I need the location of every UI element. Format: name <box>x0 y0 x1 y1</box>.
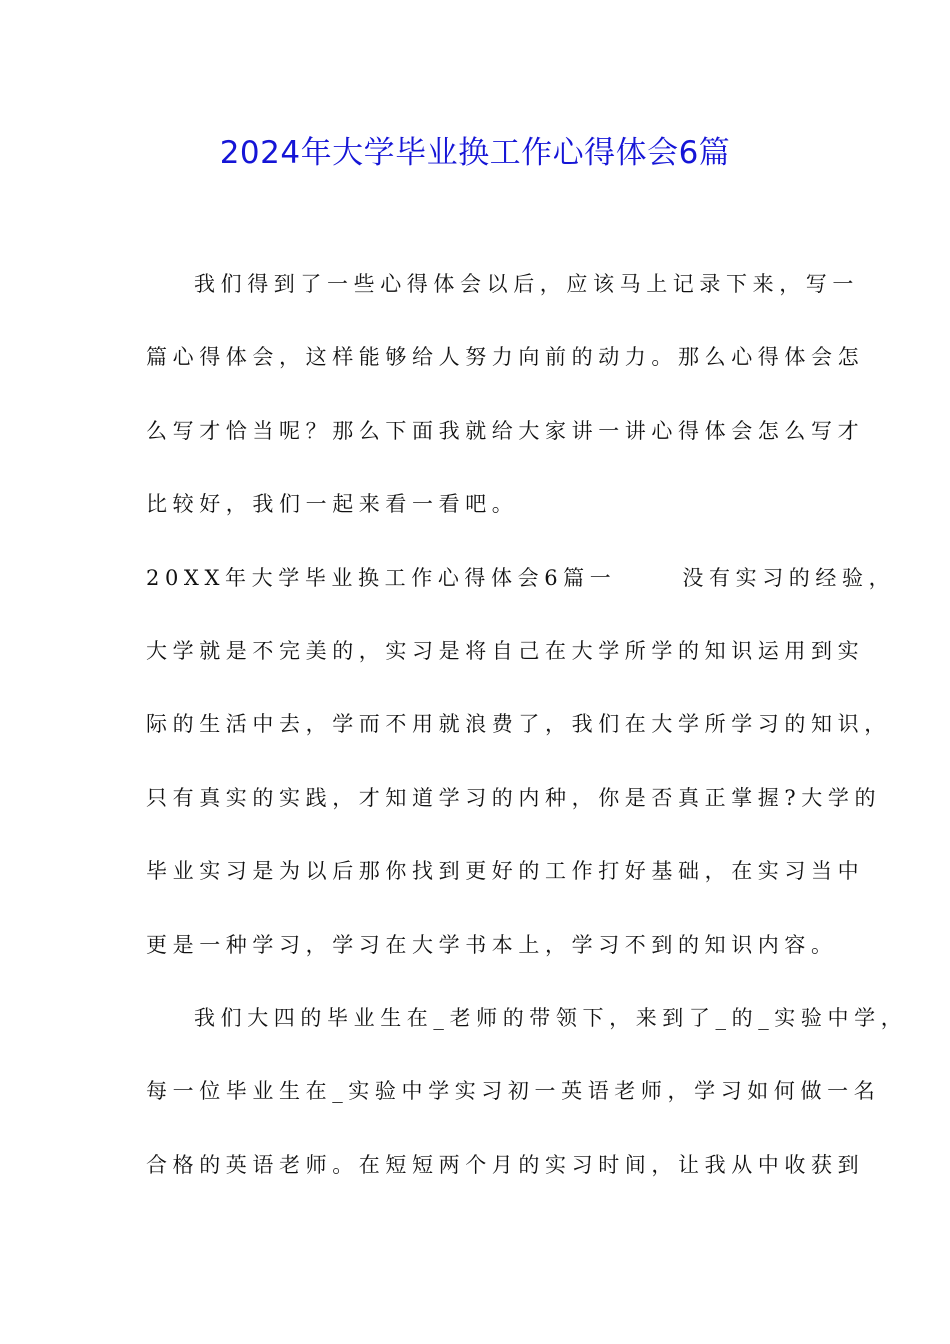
paragraph-line: 比较好，我们一起来看一看吧。 <box>146 492 519 517</box>
paragraph-line: 我们得到了一些心得体会以后，应该马上记录下来，写一 <box>194 272 859 296</box>
section-heading-line <box>146 556 896 629</box>
paragraph-line: 篇心得体会，这样能够给人努力向前的动力。那么心得体会怎 <box>146 345 865 370</box>
document-body <box>146 262 908 1216</box>
paragraph-line: 际的生活中去，学而不用就浪费了，我们在大学所学习的知识， <box>146 712 891 737</box>
paragraph-line: 我们大四的毕业生在_老师的带领下，来到了_的_实验中学， <box>194 1005 908 1030</box>
paragraph-line: 每一位毕业生在_实验中学实习初一英语老师，学习如何做一名 <box>146 1079 881 1104</box>
section-intro: 没有实习的经验， <box>682 565 896 590</box>
paragraph-line: 更是一种学习，学习在大学书本上，学习不到的知识内容。 <box>146 932 838 957</box>
paragraph-line: 么写才恰当呢？那么下面我就给大家讲一讲心得体会怎么写才 <box>146 418 865 443</box>
paragraph-line: 只有真实的实践，才知道学习的内种，你是否真正掌握?大学的 <box>146 785 882 810</box>
paragraph-line: 毕业实习是为以后那你找到更好的工作打好基础，在实习当中 <box>146 859 865 884</box>
section-heading: 20XX年大学毕业换工作心得体会6篇一 <box>146 565 617 590</box>
document-title: 2024年大学毕业换工作心得体会6篇 <box>219 135 731 171</box>
paragraph-line: 大学就是不完美的，实习是将自己在大学所学的知识运用到实 <box>146 638 865 663</box>
paragraph-line: 合格的英语老师。在短短两个月的实习时间，让我从中收获到 <box>146 1152 865 1177</box>
